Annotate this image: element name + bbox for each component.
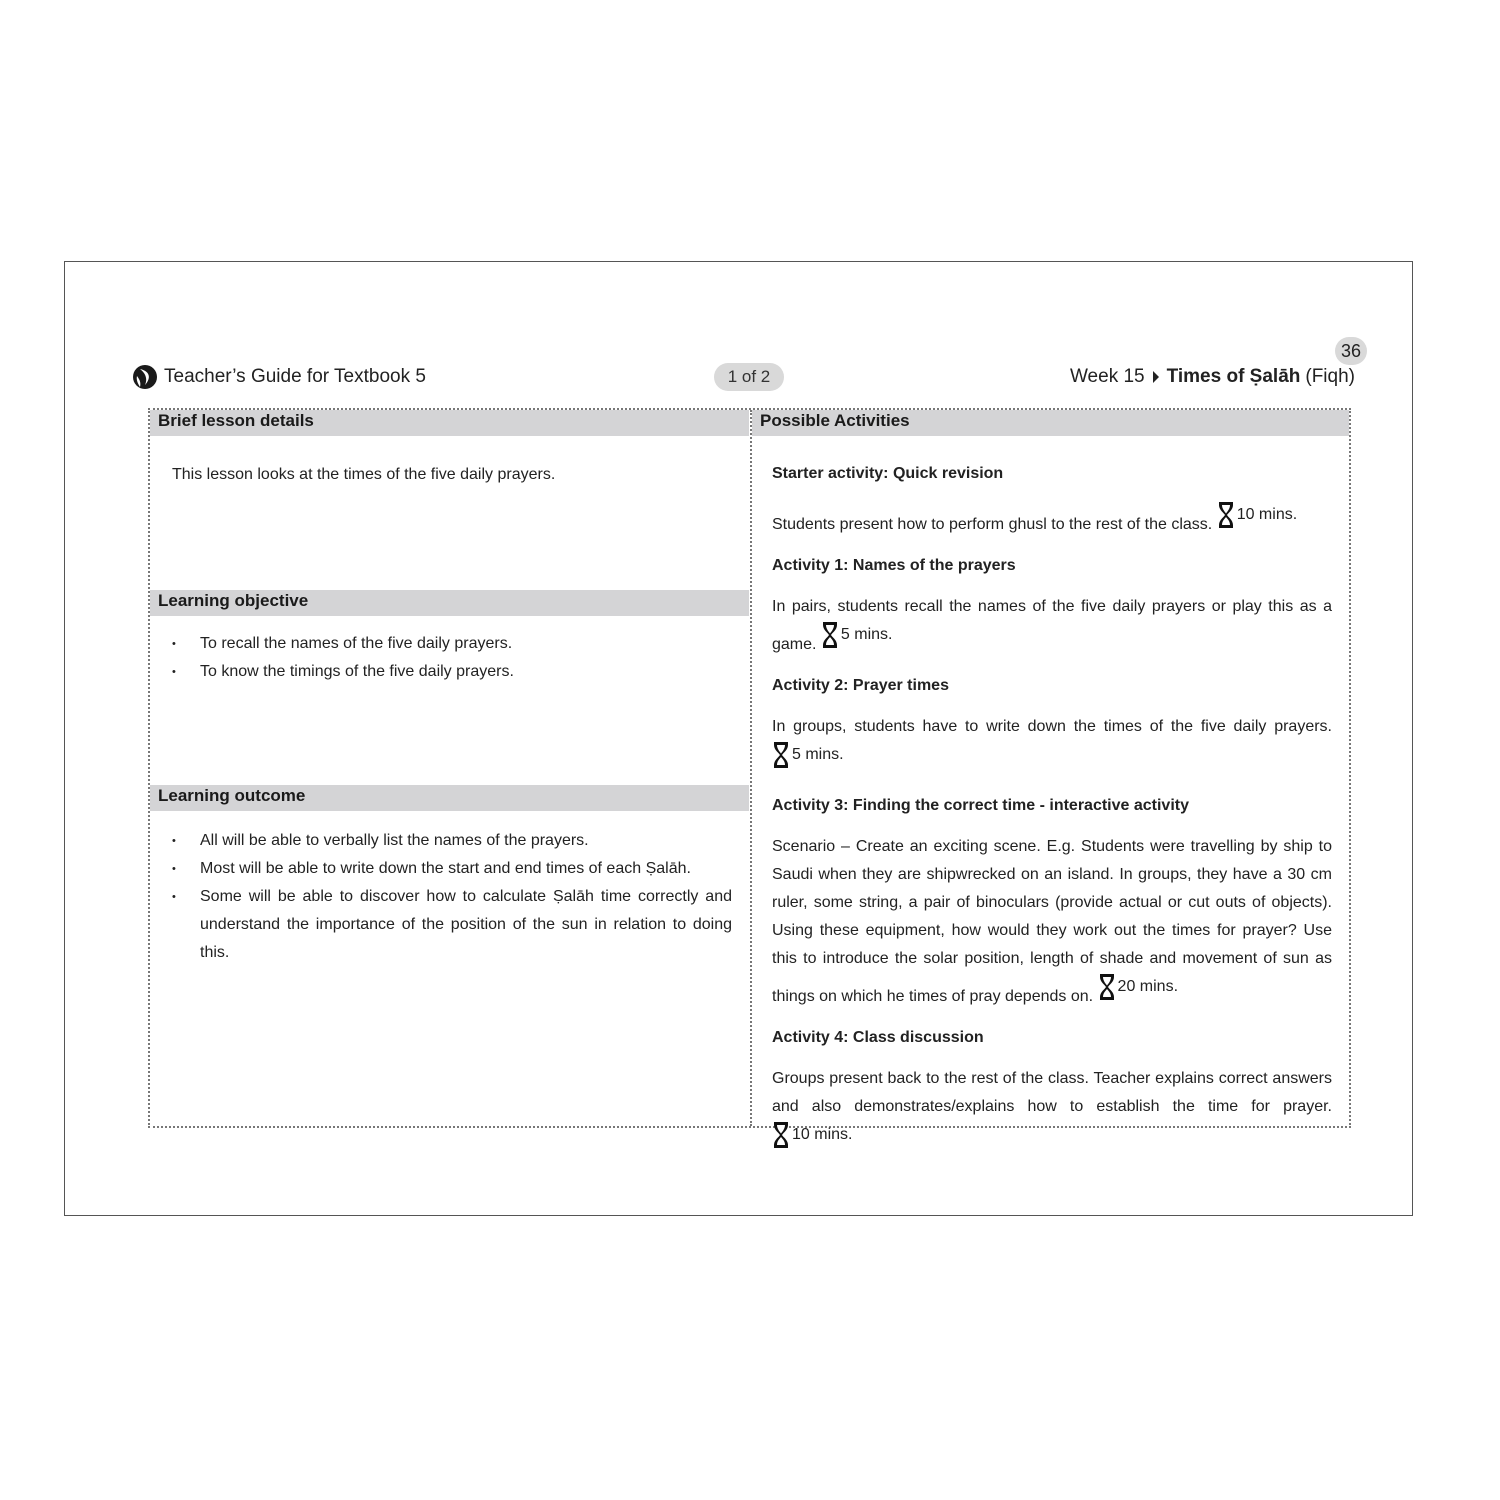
guide-title: Teacher’s Guide for Textbook 5 (164, 366, 426, 387)
activity-timer (1098, 973, 1178, 1001)
objective-list (172, 630, 732, 686)
activity-block (772, 552, 1332, 659)
activity-time: 10 mins. (1236, 506, 1298, 523)
activity-timer (1217, 501, 1297, 529)
activity-time: 5 mins. (840, 626, 893, 643)
topic-title: Times of Ṣalāh (1166, 366, 1301, 387)
subject-label: (Fiqh) (1305, 366, 1355, 387)
activity-text (772, 713, 1332, 779)
objective-heading: Learning objective (150, 590, 749, 616)
activity-timer (772, 1121, 852, 1149)
outcome-list (172, 827, 732, 967)
hourglass-icon (772, 1121, 790, 1149)
page-number: 36 (1335, 337, 1367, 365)
activity-title: Starter activity: Quick revision (772, 465, 1004, 482)
activity-description: Scenario – Create an exciting scene. E.g. Students were travelling by ship to Saudi when they are shipwrecked on an island. In groups, they have a 30 cm ruler, some string, a pair of binoculars (provide actual or cut outs of objects). Using these equipment, how would they work out the times for prayer? Use this to introduce the solar position, length of shade and movement of sun as things on which he times of pray depends on. (772, 838, 1332, 1005)
activity-text (772, 593, 1332, 659)
hourglass-icon (772, 741, 790, 769)
hourglass-icon (1217, 501, 1235, 529)
activity-title: Activity 4: Class discussion (772, 1029, 984, 1046)
list-item: • All will be able to verbally list the names of the prayers. (172, 827, 732, 855)
activity-time: 20 mins. (1117, 978, 1179, 995)
activity-time: 5 mins. (792, 746, 844, 763)
list-item: • Most will be able to write down the start and end times of each Ṣalāh. (172, 855, 732, 883)
lesson-table (148, 408, 1351, 1143)
activity-title: Activity 3: Finding the correct time - interactive activity (772, 797, 1189, 814)
list-item: • Some will be able to discover how to calculate Ṣalāh time correctly and understand the importance of the position of the sun in relation to doing this. (172, 883, 732, 967)
hourglass-icon (821, 621, 839, 649)
activities-heading: Possible Activities (752, 410, 1349, 436)
list-item: • To recall the names of the five daily prayers. (172, 630, 732, 658)
activity-timer (772, 741, 844, 769)
activity-text (772, 501, 1332, 539)
brief-heading: Brief lesson details (150, 410, 749, 436)
activity-timer (821, 621, 893, 649)
lesson-header (1070, 362, 1355, 392)
activity-text (772, 833, 1332, 1011)
activity-description: In pairs, students recall the names of the five daily prayers or play this as a game. (772, 598, 1332, 653)
activity-block (772, 672, 1332, 779)
activity-title: Activity 2: Prayer times (772, 677, 949, 694)
list-item: • To know the timings of the five daily prayers. (172, 658, 732, 686)
brief-text: This lesson looks at the times of the five daily prayers. (172, 466, 556, 483)
page-indicator: 1 of 2 (714, 363, 784, 391)
week-label: Week 15 (1069, 366, 1145, 387)
activity-block (772, 792, 1332, 1011)
guide-header (132, 362, 426, 392)
activity-description: In groups, students have to write down the times of the five daily prayers. (772, 718, 1332, 735)
activity-description: Groups present back to the rest of the class. Teacher explains correct answers and also demonstrates/explains how to establish the time for prayer. (772, 1070, 1332, 1115)
outcome-heading: Learning outcome (150, 785, 749, 811)
activity-description: Students present how to perform ghusl to the rest of the class. (772, 516, 1213, 533)
column-divider (750, 410, 752, 1126)
activity-text (772, 1065, 1332, 1159)
triangle-right-icon (1153, 371, 1159, 383)
activity-block (772, 1024, 1332, 1159)
swirl-logo-icon (132, 364, 158, 390)
hourglass-icon (1098, 973, 1116, 1001)
activity-title: Activity 1: Names of the prayers (772, 557, 1016, 574)
activity-time: 10 mins. (792, 1126, 853, 1143)
activity-block (772, 460, 1332, 539)
activities-list (772, 460, 1332, 1172)
